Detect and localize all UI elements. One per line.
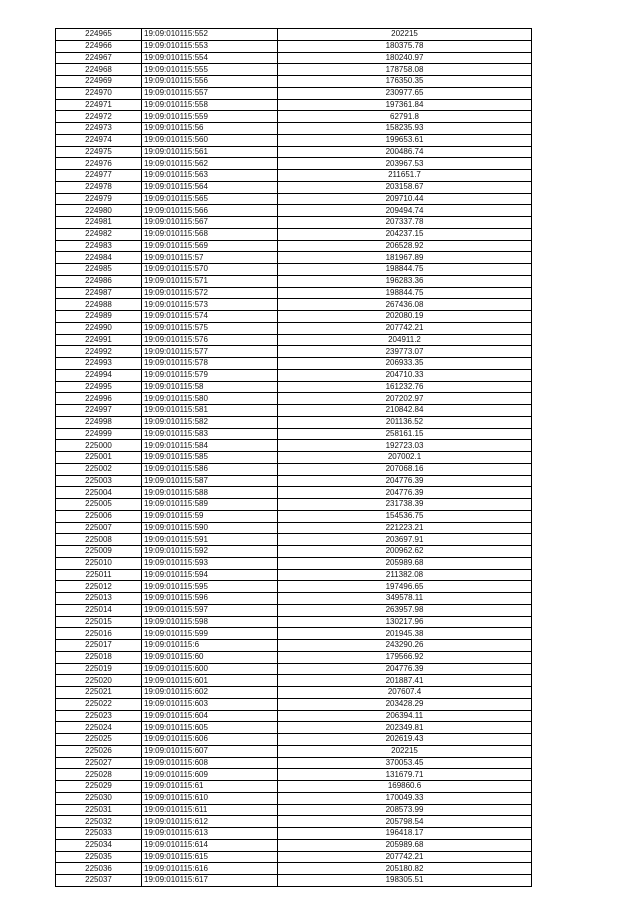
table-row bbox=[56, 146, 532, 158]
cell-row-number: 224980 bbox=[56, 205, 142, 217]
cell-row-number: 224972 bbox=[56, 111, 142, 123]
cell-value: 62791.8 bbox=[278, 111, 532, 123]
cell-row-number: 224982 bbox=[56, 228, 142, 240]
cell-value: 199653.61 bbox=[278, 134, 532, 146]
table-row bbox=[56, 546, 532, 558]
table-row bbox=[56, 29, 532, 41]
cell-cadastral-number: 19:09:010115:583 bbox=[142, 428, 278, 440]
cell-value: 205180.82 bbox=[278, 863, 532, 875]
table-row bbox=[56, 640, 532, 652]
table-row bbox=[56, 675, 532, 687]
cell-cadastral-number: 19:09:010115:609 bbox=[142, 769, 278, 781]
table-row bbox=[56, 722, 532, 734]
table-row bbox=[56, 792, 532, 804]
cell-row-number: 224966 bbox=[56, 40, 142, 52]
cell-cadastral-number: 19:09:010115:596 bbox=[142, 593, 278, 605]
cell-value: 231738.39 bbox=[278, 499, 532, 511]
cell-row-number: 225018 bbox=[56, 651, 142, 663]
cell-cadastral-number: 19:09:010115:587 bbox=[142, 475, 278, 487]
cell-value: 169860.6 bbox=[278, 781, 532, 793]
table-row bbox=[56, 123, 532, 135]
cell-value: 207607.4 bbox=[278, 687, 532, 699]
cell-cadastral-number: 19:09:010115:607 bbox=[142, 745, 278, 757]
table-row bbox=[56, 158, 532, 170]
cell-value: 204776.39 bbox=[278, 663, 532, 675]
cell-row-number: 224988 bbox=[56, 299, 142, 311]
table-row bbox=[56, 369, 532, 381]
cell-row-number: 225021 bbox=[56, 687, 142, 699]
cell-value: 221223.21 bbox=[278, 522, 532, 534]
cell-cadastral-number: 19:09:010115:608 bbox=[142, 757, 278, 769]
table-row bbox=[56, 757, 532, 769]
cell-row-number: 224970 bbox=[56, 87, 142, 99]
cell-row-number: 224986 bbox=[56, 275, 142, 287]
cell-row-number: 224997 bbox=[56, 405, 142, 417]
table-row bbox=[56, 510, 532, 522]
table-row bbox=[56, 710, 532, 722]
table-row bbox=[56, 863, 532, 875]
table-row bbox=[56, 405, 532, 417]
cell-row-number: 225008 bbox=[56, 534, 142, 546]
cell-row-number: 224985 bbox=[56, 264, 142, 276]
cell-row-number: 225030 bbox=[56, 792, 142, 804]
cell-cadastral-number: 19:09:010115:556 bbox=[142, 76, 278, 88]
cell-cadastral-number: 19:09:010115:616 bbox=[142, 863, 278, 875]
cell-cadastral-number: 19:09:010115:593 bbox=[142, 557, 278, 569]
table-row bbox=[56, 816, 532, 828]
cell-value: 200486.74 bbox=[278, 146, 532, 158]
cell-row-number: 225012 bbox=[56, 581, 142, 593]
table-row bbox=[56, 475, 532, 487]
cell-cadastral-number: 19:09:010115:570 bbox=[142, 264, 278, 276]
table-row bbox=[56, 287, 532, 299]
cell-row-number: 224978 bbox=[56, 181, 142, 193]
cell-value: 209494.74 bbox=[278, 205, 532, 217]
table-row bbox=[56, 593, 532, 605]
table-row bbox=[56, 322, 532, 334]
cell-cadastral-number: 19:09:010115:60 bbox=[142, 651, 278, 663]
cell-cadastral-number: 19:09:010115:597 bbox=[142, 604, 278, 616]
cell-row-number: 225013 bbox=[56, 593, 142, 605]
cell-value: 210842.84 bbox=[278, 405, 532, 417]
cell-value: 202080.19 bbox=[278, 311, 532, 323]
cell-row-number: 224987 bbox=[56, 287, 142, 299]
table-row bbox=[56, 264, 532, 276]
cell-cadastral-number: 19:09:010115:559 bbox=[142, 111, 278, 123]
table-row bbox=[56, 252, 532, 264]
cell-value: 202215 bbox=[278, 745, 532, 757]
table-row bbox=[56, 569, 532, 581]
cell-row-number: 224994 bbox=[56, 369, 142, 381]
table-row bbox=[56, 358, 532, 370]
cell-row-number: 225020 bbox=[56, 675, 142, 687]
cell-cadastral-number: 19:09:010115:562 bbox=[142, 158, 278, 170]
cell-cadastral-number: 19:09:010115:605 bbox=[142, 722, 278, 734]
cell-row-number: 224977 bbox=[56, 170, 142, 182]
cell-value: 180375.78 bbox=[278, 40, 532, 52]
cell-row-number: 224991 bbox=[56, 334, 142, 346]
table-row bbox=[56, 698, 532, 710]
table-row bbox=[56, 745, 532, 757]
cell-row-number: 224998 bbox=[56, 416, 142, 428]
cell-value: 349578.11 bbox=[278, 593, 532, 605]
cell-value: 158235.93 bbox=[278, 123, 532, 135]
cell-row-number: 224973 bbox=[56, 123, 142, 135]
cell-row-number: 225002 bbox=[56, 463, 142, 475]
cell-value: 205798.54 bbox=[278, 816, 532, 828]
cell-value: 197361.84 bbox=[278, 99, 532, 111]
cell-value: 205989.68 bbox=[278, 557, 532, 569]
table-row bbox=[56, 64, 532, 76]
cell-row-number: 225004 bbox=[56, 487, 142, 499]
cell-cadastral-number: 19:09:010115:591 bbox=[142, 534, 278, 546]
cell-row-number: 225027 bbox=[56, 757, 142, 769]
table-row bbox=[56, 416, 532, 428]
cell-value: 243290.26 bbox=[278, 640, 532, 652]
table-row bbox=[56, 134, 532, 146]
cell-cadastral-number: 19:09:010115:612 bbox=[142, 816, 278, 828]
table-body bbox=[56, 29, 532, 887]
table-row bbox=[56, 851, 532, 863]
cell-row-number: 224975 bbox=[56, 146, 142, 158]
cell-value: 204710.33 bbox=[278, 369, 532, 381]
cell-row-number: 224968 bbox=[56, 64, 142, 76]
cell-row-number: 225007 bbox=[56, 522, 142, 534]
cell-value: 198844.75 bbox=[278, 264, 532, 276]
cell-cadastral-number: 19:09:010115:561 bbox=[142, 146, 278, 158]
cell-row-number: 224989 bbox=[56, 311, 142, 323]
cell-row-number: 225026 bbox=[56, 745, 142, 757]
cell-cadastral-number: 19:09:010115:580 bbox=[142, 393, 278, 405]
cell-cadastral-number: 19:09:010115:589 bbox=[142, 499, 278, 511]
table-row bbox=[56, 170, 532, 182]
cell-cadastral-number: 19:09:010115:555 bbox=[142, 64, 278, 76]
cell-row-number: 225035 bbox=[56, 851, 142, 863]
cell-value: 204776.39 bbox=[278, 475, 532, 487]
cell-value: 203697.91 bbox=[278, 534, 532, 546]
cell-value: 211651.7 bbox=[278, 170, 532, 182]
cell-value: 263957.98 bbox=[278, 604, 532, 616]
cell-row-number: 225000 bbox=[56, 440, 142, 452]
cell-value: 207337.78 bbox=[278, 217, 532, 229]
cell-cadastral-number: 19:09:010115:600 bbox=[142, 663, 278, 675]
cell-value: 211382.08 bbox=[278, 569, 532, 581]
cell-row-number: 225031 bbox=[56, 804, 142, 816]
cell-row-number: 225033 bbox=[56, 828, 142, 840]
cell-cadastral-number: 19:09:010115:552 bbox=[142, 29, 278, 41]
table-row bbox=[56, 804, 532, 816]
cell-value: 176350.35 bbox=[278, 76, 532, 88]
cell-value: 370053.45 bbox=[278, 757, 532, 769]
cell-cadastral-number: 19:09:010115:554 bbox=[142, 52, 278, 64]
cell-row-number: 225028 bbox=[56, 769, 142, 781]
table-row bbox=[56, 299, 532, 311]
cell-cadastral-number: 19:09:010115:606 bbox=[142, 734, 278, 746]
cell-value: 230977.65 bbox=[278, 87, 532, 99]
cell-cadastral-number: 19:09:010115:560 bbox=[142, 134, 278, 146]
cell-cadastral-number: 19:09:010115:610 bbox=[142, 792, 278, 804]
cell-row-number: 225023 bbox=[56, 710, 142, 722]
table-row bbox=[56, 217, 532, 229]
table-row bbox=[56, 628, 532, 640]
cell-value: 200962.62 bbox=[278, 546, 532, 558]
cell-cadastral-number: 19:09:010115:588 bbox=[142, 487, 278, 499]
cell-value: 197496.65 bbox=[278, 581, 532, 593]
cell-value: 205989.68 bbox=[278, 839, 532, 851]
cell-value: 180240.97 bbox=[278, 52, 532, 64]
cell-cadastral-number: 19:09:010115:592 bbox=[142, 546, 278, 558]
cell-row-number: 225037 bbox=[56, 875, 142, 887]
cell-cadastral-number: 19:09:010115:604 bbox=[142, 710, 278, 722]
table-row bbox=[56, 346, 532, 358]
cell-cadastral-number: 19:09:010115:617 bbox=[142, 875, 278, 887]
table-row bbox=[56, 839, 532, 851]
cell-row-number: 225005 bbox=[56, 499, 142, 511]
cell-row-number: 225017 bbox=[56, 640, 142, 652]
cell-row-number: 224969 bbox=[56, 76, 142, 88]
cell-row-number: 225034 bbox=[56, 839, 142, 851]
cell-cadastral-number: 19:09:010115:582 bbox=[142, 416, 278, 428]
cell-value: 196283.36 bbox=[278, 275, 532, 287]
cell-value: 239773.07 bbox=[278, 346, 532, 358]
cell-row-number: 224983 bbox=[56, 240, 142, 252]
cell-value: 201945.38 bbox=[278, 628, 532, 640]
table-row bbox=[56, 205, 532, 217]
cell-row-number: 224992 bbox=[56, 346, 142, 358]
cell-cadastral-number: 19:09:010115:569 bbox=[142, 240, 278, 252]
table-row bbox=[56, 616, 532, 628]
cell-row-number: 225022 bbox=[56, 698, 142, 710]
table-row bbox=[56, 334, 532, 346]
cell-value: 170049.33 bbox=[278, 792, 532, 804]
cell-row-number: 225006 bbox=[56, 510, 142, 522]
table-row bbox=[56, 393, 532, 405]
cell-cadastral-number: 19:09:010115:565 bbox=[142, 193, 278, 205]
cell-row-number: 224981 bbox=[56, 217, 142, 229]
cell-cadastral-number: 19:09:010115:584 bbox=[142, 440, 278, 452]
cell-value: 204776.39 bbox=[278, 487, 532, 499]
table-row bbox=[56, 487, 532, 499]
table-row bbox=[56, 193, 532, 205]
cell-cadastral-number: 19:09:010115:573 bbox=[142, 299, 278, 311]
cell-cadastral-number: 19:09:010115:566 bbox=[142, 205, 278, 217]
cell-row-number: 225011 bbox=[56, 569, 142, 581]
cell-cadastral-number: 19:09:010115:615 bbox=[142, 851, 278, 863]
table-row bbox=[56, 557, 532, 569]
cell-value: 178758.08 bbox=[278, 64, 532, 76]
cell-cadastral-number: 19:09:010115:56 bbox=[142, 123, 278, 135]
cell-cadastral-number: 19:09:010115:572 bbox=[142, 287, 278, 299]
cell-value: 203158.67 bbox=[278, 181, 532, 193]
table-row bbox=[56, 440, 532, 452]
cell-value: 203428.29 bbox=[278, 698, 532, 710]
cell-cadastral-number: 19:09:010115:603 bbox=[142, 698, 278, 710]
cell-row-number: 225019 bbox=[56, 663, 142, 675]
cell-row-number: 224965 bbox=[56, 29, 142, 41]
cell-value: 267436.08 bbox=[278, 299, 532, 311]
data-table bbox=[55, 28, 532, 887]
table-row bbox=[56, 875, 532, 887]
cell-cadastral-number: 19:09:010115:578 bbox=[142, 358, 278, 370]
cell-cadastral-number: 19:09:010115:567 bbox=[142, 217, 278, 229]
cell-cadastral-number: 19:09:010115:574 bbox=[142, 311, 278, 323]
cell-value: 208573.99 bbox=[278, 804, 532, 816]
cell-cadastral-number: 19:09:010115:563 bbox=[142, 170, 278, 182]
cell-value: 131679.71 bbox=[278, 769, 532, 781]
cell-value: 203967.53 bbox=[278, 158, 532, 170]
cell-row-number: 224974 bbox=[56, 134, 142, 146]
cell-row-number: 224996 bbox=[56, 393, 142, 405]
table-row bbox=[56, 275, 532, 287]
cell-cadastral-number: 19:09:010115:581 bbox=[142, 405, 278, 417]
table-row bbox=[56, 687, 532, 699]
cell-value: 202619.43 bbox=[278, 734, 532, 746]
cell-cadastral-number: 19:09:010115:558 bbox=[142, 99, 278, 111]
table-row bbox=[56, 769, 532, 781]
table-row bbox=[56, 40, 532, 52]
table-row bbox=[56, 581, 532, 593]
cell-value: 198305.51 bbox=[278, 875, 532, 887]
cell-value: 201136.52 bbox=[278, 416, 532, 428]
cell-row-number: 225032 bbox=[56, 816, 142, 828]
table-row bbox=[56, 428, 532, 440]
cell-cadastral-number: 19:09:010115:59 bbox=[142, 510, 278, 522]
cell-cadastral-number: 19:09:010115:585 bbox=[142, 452, 278, 464]
table-row bbox=[56, 311, 532, 323]
table-row bbox=[56, 87, 532, 99]
cell-value: 207002.1 bbox=[278, 452, 532, 464]
cell-row-number: 225009 bbox=[56, 546, 142, 558]
cell-row-number: 224976 bbox=[56, 158, 142, 170]
cell-row-number: 225029 bbox=[56, 781, 142, 793]
cell-row-number: 225001 bbox=[56, 452, 142, 464]
cell-row-number: 224967 bbox=[56, 52, 142, 64]
table-row bbox=[56, 734, 532, 746]
cell-row-number: 224990 bbox=[56, 322, 142, 334]
cell-row-number: 225014 bbox=[56, 604, 142, 616]
table-row bbox=[56, 781, 532, 793]
cell-cadastral-number: 19:09:010115:61 bbox=[142, 781, 278, 793]
cell-value: 207742.21 bbox=[278, 322, 532, 334]
cell-value: 206528.92 bbox=[278, 240, 532, 252]
cell-cadastral-number: 19:09:010115:575 bbox=[142, 322, 278, 334]
cell-value: 201887.41 bbox=[278, 675, 532, 687]
cell-row-number: 224984 bbox=[56, 252, 142, 264]
cell-row-number: 225016 bbox=[56, 628, 142, 640]
table-row bbox=[56, 463, 532, 475]
cell-row-number: 225015 bbox=[56, 616, 142, 628]
cell-row-number: 224995 bbox=[56, 381, 142, 393]
cell-value: 192723.03 bbox=[278, 440, 532, 452]
cell-row-number: 224993 bbox=[56, 358, 142, 370]
cell-value: 179566.92 bbox=[278, 651, 532, 663]
cell-cadastral-number: 19:09:010115:576 bbox=[142, 334, 278, 346]
cell-row-number: 224979 bbox=[56, 193, 142, 205]
table-row bbox=[56, 76, 532, 88]
table-row bbox=[56, 828, 532, 840]
cell-cadastral-number: 19:09:010115:557 bbox=[142, 87, 278, 99]
cell-row-number: 225025 bbox=[56, 734, 142, 746]
cell-value: 207202.97 bbox=[278, 393, 532, 405]
table-row bbox=[56, 663, 532, 675]
cell-row-number: 225024 bbox=[56, 722, 142, 734]
cell-cadastral-number: 19:09:010115:598 bbox=[142, 616, 278, 628]
cell-cadastral-number: 19:09:010115:602 bbox=[142, 687, 278, 699]
cell-value: 202349.81 bbox=[278, 722, 532, 734]
table-row bbox=[56, 534, 532, 546]
cell-value: 154536.75 bbox=[278, 510, 532, 522]
cell-cadastral-number: 19:09:010115:57 bbox=[142, 252, 278, 264]
table-row bbox=[56, 228, 532, 240]
cell-cadastral-number: 19:09:010115:594 bbox=[142, 569, 278, 581]
cell-value: 206394.11 bbox=[278, 710, 532, 722]
table-row bbox=[56, 111, 532, 123]
cell-value: 204911.2 bbox=[278, 334, 532, 346]
table-row bbox=[56, 452, 532, 464]
cell-cadastral-number: 19:09:010115:613 bbox=[142, 828, 278, 840]
cell-row-number: 225003 bbox=[56, 475, 142, 487]
cell-cadastral-number: 19:09:010115:571 bbox=[142, 275, 278, 287]
cell-cadastral-number: 19:09:010115:58 bbox=[142, 381, 278, 393]
cell-cadastral-number: 19:09:010115:595 bbox=[142, 581, 278, 593]
cell-value: 202215 bbox=[278, 29, 532, 41]
cell-value: 196418.17 bbox=[278, 828, 532, 840]
table-row bbox=[56, 240, 532, 252]
cell-cadastral-number: 19:09:010115:553 bbox=[142, 40, 278, 52]
cell-row-number: 225010 bbox=[56, 557, 142, 569]
table-row bbox=[56, 499, 532, 511]
cell-value: 207068.16 bbox=[278, 463, 532, 475]
cell-row-number: 224999 bbox=[56, 428, 142, 440]
cell-cadastral-number: 19:09:010115:577 bbox=[142, 346, 278, 358]
cell-cadastral-number: 19:09:010115:601 bbox=[142, 675, 278, 687]
cell-row-number: 225036 bbox=[56, 863, 142, 875]
cell-value: 206933.35 bbox=[278, 358, 532, 370]
cell-value: 130217.96 bbox=[278, 616, 532, 628]
cell-value: 198844.75 bbox=[278, 287, 532, 299]
table-row bbox=[56, 99, 532, 111]
cell-cadastral-number: 19:09:010115:586 bbox=[142, 463, 278, 475]
cell-value: 181967.89 bbox=[278, 252, 532, 264]
cell-cadastral-number: 19:09:010115:590 bbox=[142, 522, 278, 534]
cell-value: 209710.44 bbox=[278, 193, 532, 205]
cell-value: 207742.21 bbox=[278, 851, 532, 863]
table-row bbox=[56, 52, 532, 64]
cell-cadastral-number: 19:09:010115:599 bbox=[142, 628, 278, 640]
cell-cadastral-number: 19:09:010115:614 bbox=[142, 839, 278, 851]
table-row bbox=[56, 651, 532, 663]
cell-value: 161232.76 bbox=[278, 381, 532, 393]
cell-value: 258161.15 bbox=[278, 428, 532, 440]
cell-cadastral-number: 19:09:010115:6 bbox=[142, 640, 278, 652]
cell-cadastral-number: 19:09:010115:579 bbox=[142, 369, 278, 381]
cell-value: 204237.15 bbox=[278, 228, 532, 240]
table-row bbox=[56, 181, 532, 193]
table-row bbox=[56, 604, 532, 616]
table-row bbox=[56, 522, 532, 534]
cell-cadastral-number: 19:09:010115:611 bbox=[142, 804, 278, 816]
cell-cadastral-number: 19:09:010115:564 bbox=[142, 181, 278, 193]
cell-row-number: 224971 bbox=[56, 99, 142, 111]
cell-cadastral-number: 19:09:010115:568 bbox=[142, 228, 278, 240]
table-row bbox=[56, 381, 532, 393]
